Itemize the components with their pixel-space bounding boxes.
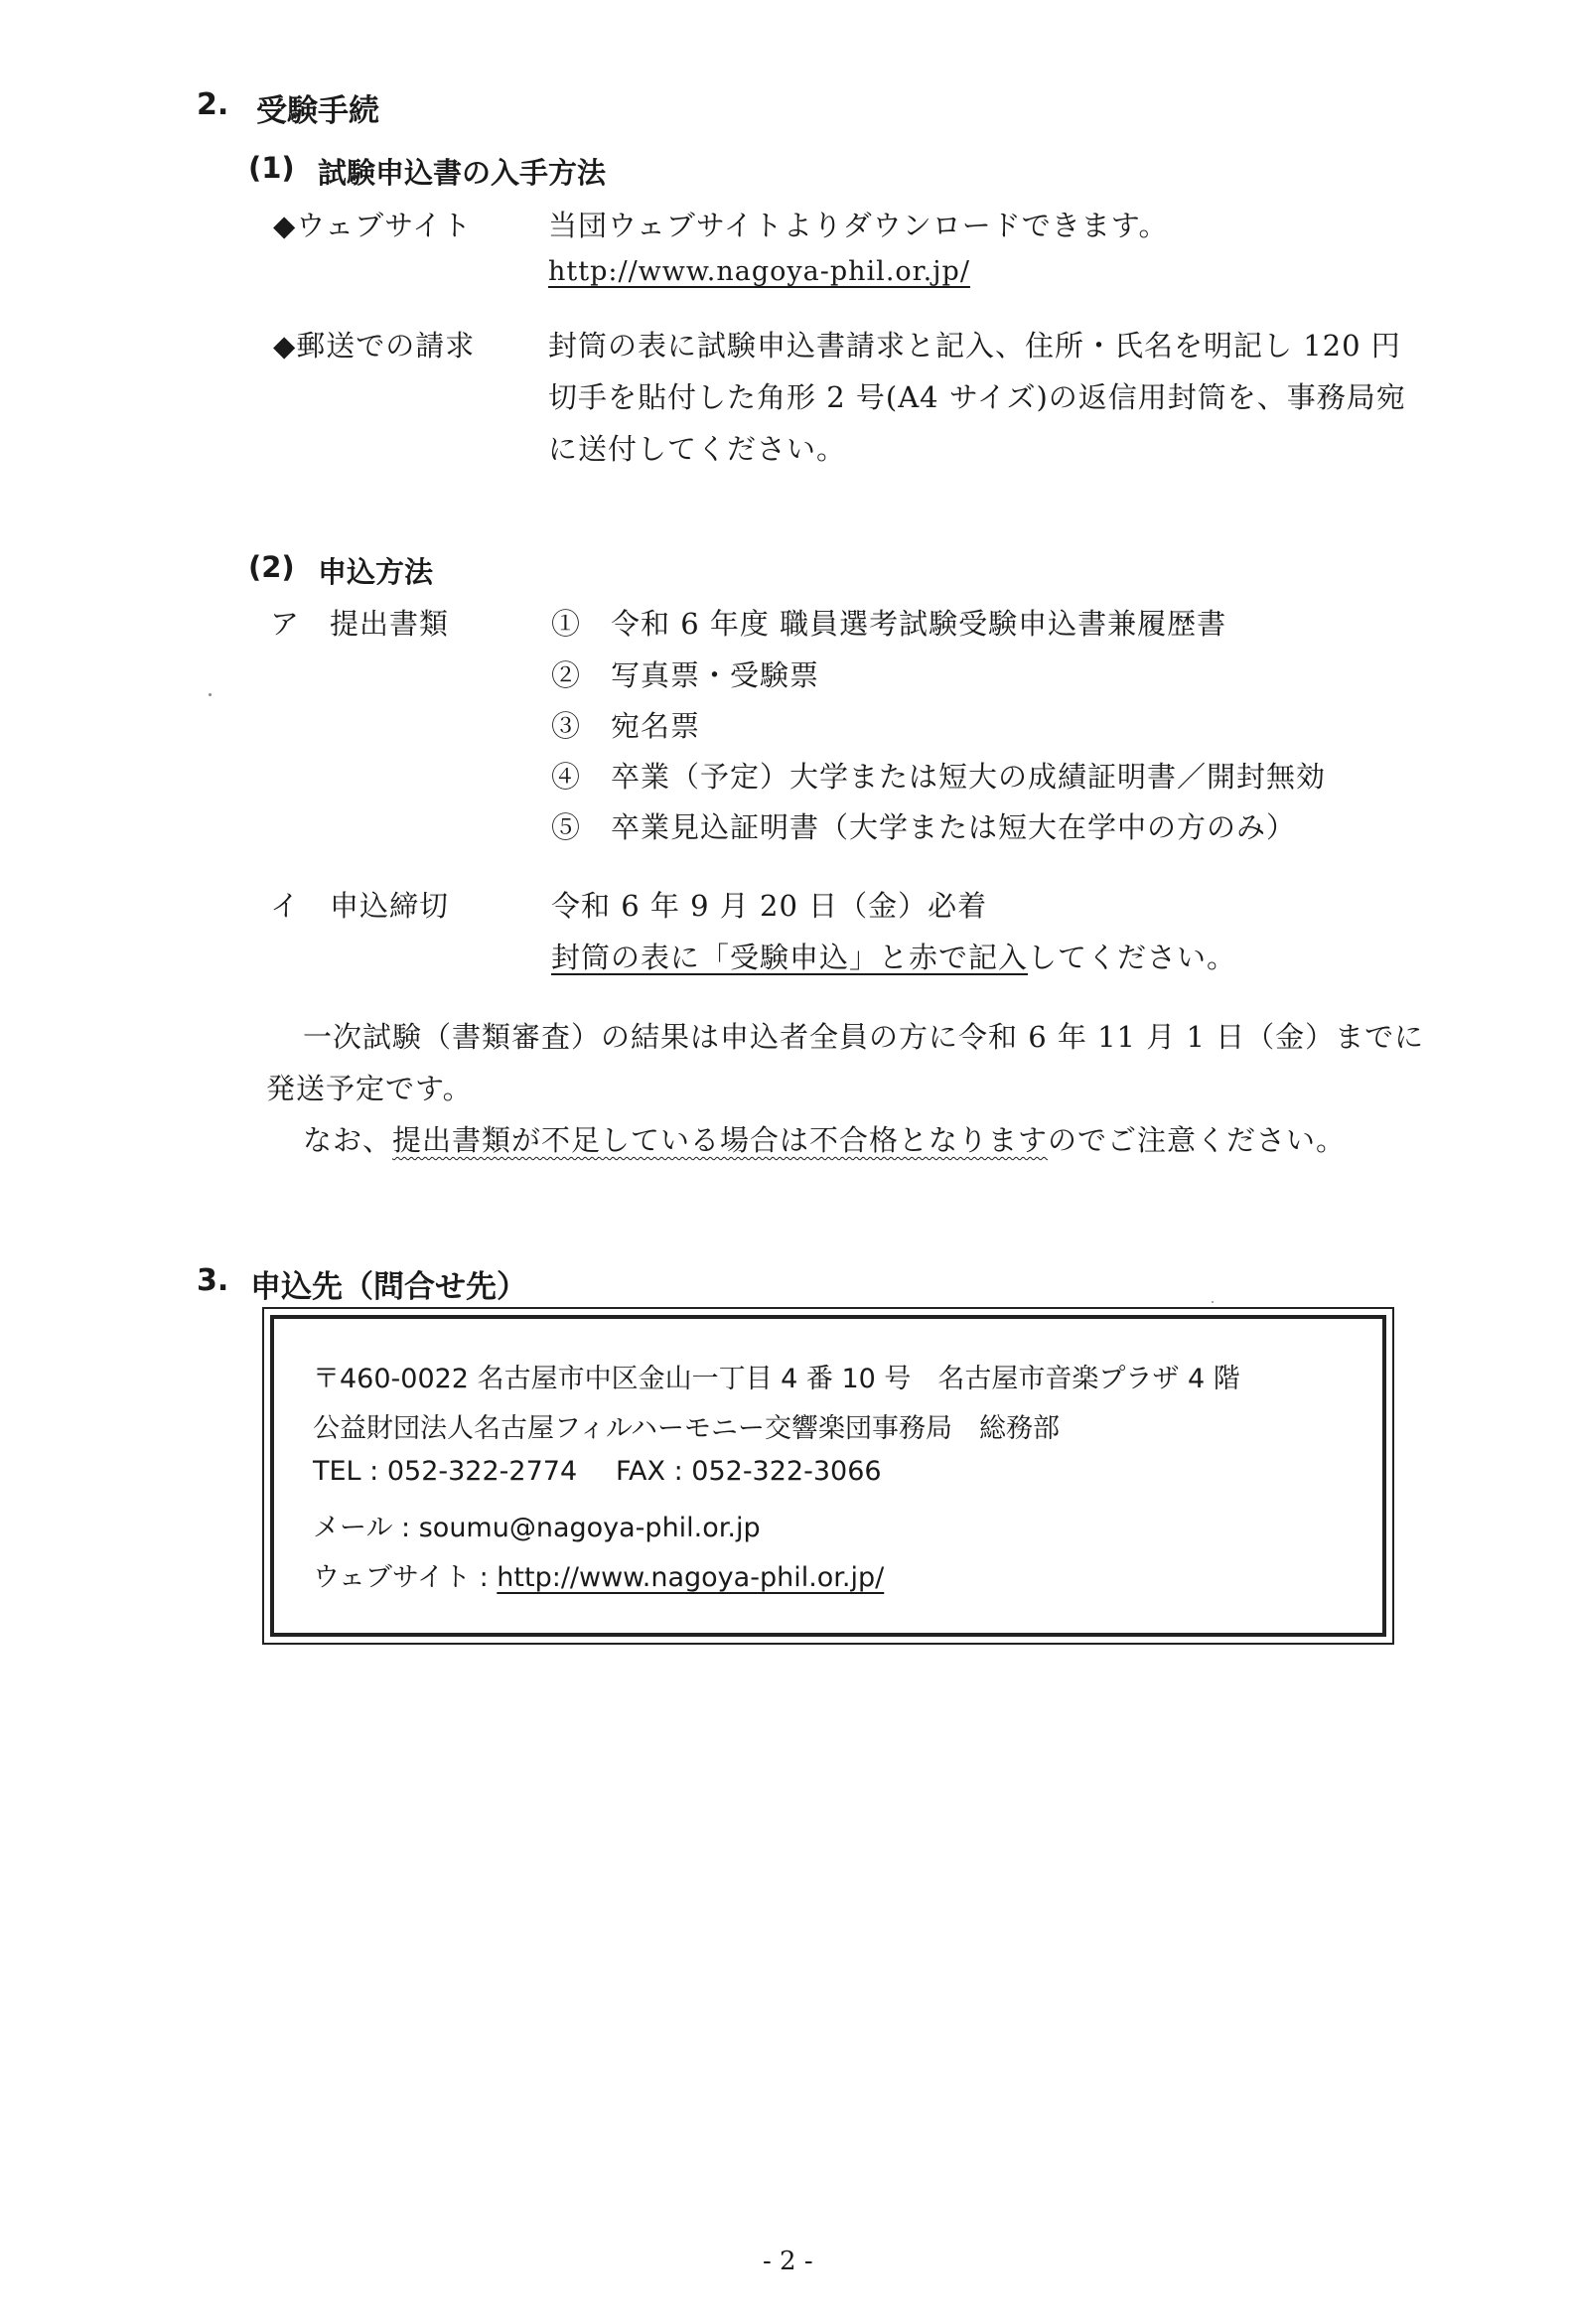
section3-number: 3. [197,1263,229,1298]
note1-line2: 発送予定です。 [266,1072,473,1105]
scan-speck [209,693,212,696]
scan-speck [1212,1301,1214,1303]
web-url-link[interactable]: http://www.nagoya-phil.or.jp/ [548,256,970,287]
contact-mail-label: メール : [313,1513,419,1543]
contact-fax: FAX : 052-322-3066 [616,1456,882,1487]
submit-docs-label: ア 提出書類 [270,607,450,641]
note2-wavy-underlined: 提出書類が不足している場合は不合格となります [392,1123,1049,1157]
contact-web-link[interactable]: http://www.nagoya-phil.or.jp/ [497,1562,885,1593]
mail-label: ◆郵送での請求 [273,329,476,363]
deadline-instruction [551,936,1236,976]
sub1-title: 試験申込書の入手方法 [318,156,607,190]
note2-post: のでご注意ください。 [1048,1123,1347,1157]
deadline-instruction-underlined: 封筒の表に「受験申込」と赤で記入 [551,941,1029,974]
sub2-label: (2) [248,550,295,584]
deadline-label: イ 申込締切 [270,889,450,923]
doc-item-1: ① 令和 6 年度 職員選考試験受験申込書兼履歴書 [551,607,1227,641]
doc-item-5: ⑤ 卒業見込証明書（大学または短大在学中の方のみ） [551,810,1297,844]
section2-title: 受験手続 [256,93,379,129]
section2-number: 2. [197,87,229,122]
web-line1: 当団ウェブサイトよりダウンロードできます。 [548,209,1169,242]
contact-address: 〒460-0022 名古屋市中区金山一丁目 4 番 10 号 名古屋市音楽プラザ 4 階 [313,1364,1240,1394]
sub2-title: 申込方法 [318,555,434,589]
doc-item-3: ③ 宛名票 [551,709,701,743]
contact-mail [313,1506,761,1544]
doc-item-4: ④ 卒業（予定）大学または短大の成績証明書／開封無効 [551,760,1327,794]
page-number: - 2 - [763,2247,813,2276]
contact-tel: TEL : 052-322-2774 [313,1456,578,1487]
contact-web [313,1555,884,1594]
mail-line1: 封筒の表に試験申込書請求と記入、住所・氏名を明記し 120 円 [548,329,1401,363]
contact-mail-address[interactable]: soumu@nagoya-phil.or.jp [418,1513,761,1543]
deadline-date: 令和 6 年 9 月 20 日（金）必着 [551,889,988,923]
contact-organization: 公益財団法人名古屋フィルハーモニー交響楽団事務局 総務部 [313,1413,1060,1444]
sub1-label: (1) [248,151,295,185]
web-label: ◆ウェブサイト [273,209,473,242]
doc-item-2: ② 写真票・受験票 [551,658,820,692]
deadline-instruction-rest: してください。 [1028,941,1237,974]
mail-line3: に送付してください。 [548,432,847,466]
section3-title: 申込先（問合せ先） [250,1269,527,1305]
note2 [303,1118,1346,1159]
contact-web-label: ウェブサイト : [313,1562,498,1593]
mail-line2: 切手を貼付した角形 2 号(A4 サイズ)の返信用封筒を、事務局宛 [548,380,1406,414]
note1-line1: 一次試験（書類審査）の結果は申込者全員の方に令和 6 年 11 月 1 日（金）までに [303,1020,1425,1054]
note2-pre: なお、 [303,1123,393,1157]
